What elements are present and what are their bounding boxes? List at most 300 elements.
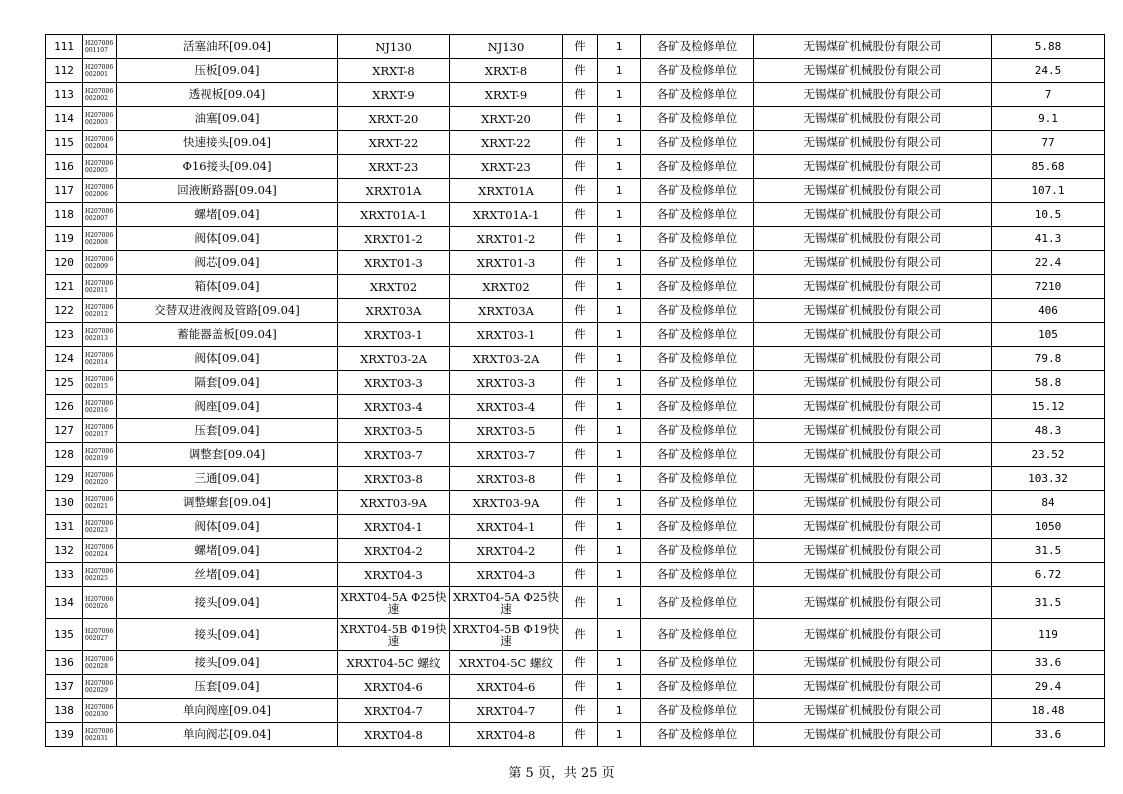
spec-cell: XRXT03A <box>338 299 450 323</box>
part-name-cell: 单向阀芯[09.04] <box>117 723 338 747</box>
using-department-cell: 各矿及检修单位 <box>641 675 754 699</box>
unit-cell: 件 <box>563 131 598 155</box>
price-cell: 18.48 <box>992 699 1105 723</box>
price-cell: 33.6 <box>992 723 1105 747</box>
supplier-cell: 无锡煤矿机械股份有限公司 <box>754 131 992 155</box>
table-row <box>46 491 1105 515</box>
model-cell: XRXT03-8 <box>450 467 563 491</box>
model-cell: XRXT04-7 <box>450 699 563 723</box>
spec-cell: XRXT04-7 <box>338 699 450 723</box>
model-cell: XRXT-22 <box>450 131 563 155</box>
model-cell: XRXT-20 <box>450 107 563 131</box>
material-code-cell: H207006 002024 <box>83 539 117 563</box>
part-name-cell: 螺堵[09.04] <box>117 203 338 227</box>
part-name-cell: 接头[09.04] <box>117 651 338 675</box>
material-code-cell: H207006 001107 <box>83 35 117 59</box>
part-name-cell: 调整螺套[09.04] <box>117 491 338 515</box>
quantity-cell: 1 <box>598 203 641 227</box>
price-cell: 48.3 <box>992 419 1105 443</box>
supplier-cell: 无锡煤矿机械股份有限公司 <box>754 443 992 467</box>
row-number-cell: 117 <box>46 179 83 203</box>
price-cell: 1050 <box>992 515 1105 539</box>
quantity-cell: 1 <box>598 347 641 371</box>
spec-cell: XRXT03-1 <box>338 323 450 347</box>
unit-cell: 件 <box>563 203 598 227</box>
spec-cell: XRXT04-6 <box>338 675 450 699</box>
material-code-cell: H207006 002021 <box>83 491 117 515</box>
material-code-cell: H207006 002030 <box>83 699 117 723</box>
quantity-cell: 1 <box>598 179 641 203</box>
supplier-cell: 无锡煤矿机械股份有限公司 <box>754 275 992 299</box>
model-cell: XRXT03-7 <box>450 443 563 467</box>
supplier-cell: 无锡煤矿机械股份有限公司 <box>754 723 992 747</box>
unit-cell: 件 <box>563 83 598 107</box>
row-number-cell: 132 <box>46 539 83 563</box>
table-row <box>46 299 1105 323</box>
quantity-cell: 1 <box>598 723 641 747</box>
price-cell: 103.32 <box>992 467 1105 491</box>
table-row <box>46 35 1105 59</box>
part-name-cell: 压套[09.04] <box>117 419 338 443</box>
model-cell: NJ130 <box>450 35 563 59</box>
material-code-cell: H207006 002002 <box>83 83 117 107</box>
row-number-cell: 113 <box>46 83 83 107</box>
using-department-cell: 各矿及检修单位 <box>641 203 754 227</box>
spec-cell: XRXT04-5B Φ19快速 <box>338 619 450 651</box>
unit-cell: 件 <box>563 107 598 131</box>
part-name-cell: 箱体[09.04] <box>117 275 338 299</box>
spec-cell: XRXT03-7 <box>338 443 450 467</box>
spec-cell: XRXT01-2 <box>338 227 450 251</box>
model-cell: XRXT04-5A Φ25快速 <box>450 587 563 619</box>
part-name-cell: 阀体[09.04] <box>117 347 338 371</box>
spec-cell: XRXT02 <box>338 275 450 299</box>
part-name-cell: 单向阀座[09.04] <box>117 699 338 723</box>
using-department-cell: 各矿及检修单位 <box>641 107 754 131</box>
model-cell: XRXT01-2 <box>450 227 563 251</box>
supplier-cell: 无锡煤矿机械股份有限公司 <box>754 651 992 675</box>
supplier-cell: 无锡煤矿机械股份有限公司 <box>754 83 992 107</box>
using-department-cell: 各矿及检修单位 <box>641 155 754 179</box>
material-code-cell: H207006 002027 <box>83 619 117 651</box>
using-department-cell: 各矿及检修单位 <box>641 395 754 419</box>
unit-cell: 件 <box>563 651 598 675</box>
price-cell: 31.5 <box>992 539 1105 563</box>
unit-cell: 件 <box>563 723 598 747</box>
price-cell: 79.8 <box>992 347 1105 371</box>
unit-cell: 件 <box>563 699 598 723</box>
quantity-cell: 1 <box>598 699 641 723</box>
quantity-cell: 1 <box>598 467 641 491</box>
quantity-cell: 1 <box>598 107 641 131</box>
supplier-cell: 无锡煤矿机械股份有限公司 <box>754 107 992 131</box>
row-number-cell: 124 <box>46 347 83 371</box>
table-row <box>46 419 1105 443</box>
price-cell: 6.72 <box>992 563 1105 587</box>
supplier-cell: 无锡煤矿机械股份有限公司 <box>754 59 992 83</box>
quantity-cell: 1 <box>598 299 641 323</box>
model-cell: XRXT01A <box>450 179 563 203</box>
quantity-cell: 1 <box>598 155 641 179</box>
table-row <box>46 83 1105 107</box>
using-department-cell: 各矿及检修单位 <box>641 275 754 299</box>
row-number-cell: 131 <box>46 515 83 539</box>
model-cell: XRXT04-6 <box>450 675 563 699</box>
row-number-cell: 138 <box>46 699 83 723</box>
spec-cell: XRXT-20 <box>338 107 450 131</box>
spec-cell: XRXT03-5 <box>338 419 450 443</box>
quantity-cell: 1 <box>598 59 641 83</box>
row-number-cell: 134 <box>46 587 83 619</box>
table-row <box>46 723 1105 747</box>
price-cell: 77 <box>992 131 1105 155</box>
part-name-cell: 蓄能器盖板[09.04] <box>117 323 338 347</box>
using-department-cell: 各矿及检修单位 <box>641 651 754 675</box>
model-cell: XRXT03-2A <box>450 347 563 371</box>
supplier-cell: 无锡煤矿机械股份有限公司 <box>754 619 992 651</box>
unit-cell: 件 <box>563 251 598 275</box>
row-number-cell: 116 <box>46 155 83 179</box>
material-code-cell: H207006 002012 <box>83 299 117 323</box>
table-row <box>46 699 1105 723</box>
supplier-cell: 无锡煤矿机械股份有限公司 <box>754 155 992 179</box>
spec-cell: XRXT03-2A <box>338 347 450 371</box>
part-name-cell: 快速接头[09.04] <box>117 131 338 155</box>
price-cell: 7 <box>992 83 1105 107</box>
model-cell: XRXT03-3 <box>450 371 563 395</box>
using-department-cell: 各矿及检修单位 <box>641 419 754 443</box>
quantity-cell: 1 <box>598 651 641 675</box>
part-name-cell: 接头[09.04] <box>117 587 338 619</box>
material-code-cell: H207006 002016 <box>83 395 117 419</box>
using-department-cell: 各矿及检修单位 <box>641 491 754 515</box>
supplier-cell: 无锡煤矿机械股份有限公司 <box>754 179 992 203</box>
material-code-cell: H207006 002029 <box>83 675 117 699</box>
material-code-cell: H207006 002004 <box>83 131 117 155</box>
supplier-cell: 无锡煤矿机械股份有限公司 <box>754 371 992 395</box>
quantity-cell: 1 <box>598 515 641 539</box>
using-department-cell: 各矿及检修单位 <box>641 299 754 323</box>
spec-cell: XRXT03-3 <box>338 371 450 395</box>
model-cell: XRXT03A <box>450 299 563 323</box>
spec-cell: XRXT04-3 <box>338 563 450 587</box>
part-name-cell: 交替双进液阀及管路[09.04] <box>117 299 338 323</box>
using-department-cell: 各矿及检修单位 <box>641 515 754 539</box>
quantity-cell: 1 <box>598 83 641 107</box>
unit-cell: 件 <box>563 155 598 179</box>
part-name-cell: 阀座[09.04] <box>117 395 338 419</box>
price-cell: 105 <box>992 323 1105 347</box>
supplier-cell: 无锡煤矿机械股份有限公司 <box>754 491 992 515</box>
material-code-cell: H207006 002003 <box>83 107 117 131</box>
table-row <box>46 563 1105 587</box>
supplier-cell: 无锡煤矿机械股份有限公司 <box>754 347 992 371</box>
row-number-cell: 115 <box>46 131 83 155</box>
using-department-cell: 各矿及检修单位 <box>641 371 754 395</box>
model-cell: XRXT04-5C 螺纹 <box>450 651 563 675</box>
model-cell: XRXT01A-1 <box>450 203 563 227</box>
row-number-cell: 133 <box>46 563 83 587</box>
table-row <box>46 515 1105 539</box>
unit-cell: 件 <box>563 179 598 203</box>
row-number-cell: 122 <box>46 299 83 323</box>
quantity-cell: 1 <box>598 275 641 299</box>
model-cell: XRXT03-5 <box>450 419 563 443</box>
row-number-cell: 112 <box>46 59 83 83</box>
price-cell: 7210 <box>992 275 1105 299</box>
using-department-cell: 各矿及检修单位 <box>641 35 754 59</box>
supplier-cell: 无锡煤矿机械股份有限公司 <box>754 395 992 419</box>
quantity-cell: 1 <box>598 371 641 395</box>
material-code-cell: H207006 002008 <box>83 227 117 251</box>
unit-cell: 件 <box>563 619 598 651</box>
spec-cell: XRXT03-8 <box>338 467 450 491</box>
row-number-cell: 126 <box>46 395 83 419</box>
unit-cell: 件 <box>563 515 598 539</box>
table-row <box>46 395 1105 419</box>
material-code-cell: H207006 002017 <box>83 419 117 443</box>
price-cell: 31.5 <box>992 587 1105 619</box>
part-name-cell: 活塞油环[09.04] <box>117 35 338 59</box>
using-department-cell: 各矿及检修单位 <box>641 347 754 371</box>
unit-cell: 件 <box>563 563 598 587</box>
using-department-cell: 各矿及检修单位 <box>641 443 754 467</box>
supplier-cell: 无锡煤矿机械股份有限公司 <box>754 563 992 587</box>
table-row <box>46 443 1105 467</box>
model-cell: XRXT-23 <box>450 155 563 179</box>
table-row <box>46 675 1105 699</box>
unit-cell: 件 <box>563 59 598 83</box>
price-cell: 58.8 <box>992 371 1105 395</box>
model-cell: XRXT04-3 <box>450 563 563 587</box>
quantity-cell: 1 <box>598 251 641 275</box>
price-cell: 119 <box>992 619 1105 651</box>
part-name-cell: 透视板[09.04] <box>117 83 338 107</box>
model-cell: XRXT03-9A <box>450 491 563 515</box>
quantity-cell: 1 <box>598 619 641 651</box>
material-code-cell: H207006 002019 <box>83 443 117 467</box>
supplier-cell: 无锡煤矿机械股份有限公司 <box>754 675 992 699</box>
spec-cell: XRXT04-5A Φ25快速 <box>338 587 450 619</box>
unit-cell: 件 <box>563 395 598 419</box>
spec-cell: XRXT04-1 <box>338 515 450 539</box>
supplier-cell: 无锡煤矿机械股份有限公司 <box>754 203 992 227</box>
unit-cell: 件 <box>563 587 598 619</box>
row-number-cell: 111 <box>46 35 83 59</box>
quantity-cell: 1 <box>598 419 641 443</box>
material-code-cell: H207006 002025 <box>83 563 117 587</box>
table-row <box>46 227 1105 251</box>
model-cell: XRXT04-1 <box>450 515 563 539</box>
supplier-cell: 无锡煤矿机械股份有限公司 <box>754 467 992 491</box>
supplier-cell: 无锡煤矿机械股份有限公司 <box>754 587 992 619</box>
unit-cell: 件 <box>563 491 598 515</box>
using-department-cell: 各矿及检修单位 <box>641 467 754 491</box>
supplier-cell: 无锡煤矿机械股份有限公司 <box>754 323 992 347</box>
table-row <box>46 539 1105 563</box>
model-cell: XRXT03-1 <box>450 323 563 347</box>
unit-cell: 件 <box>563 227 598 251</box>
spec-cell: XRXT03-4 <box>338 395 450 419</box>
material-code-cell: H207006 002031 <box>83 723 117 747</box>
quantity-cell: 1 <box>598 323 641 347</box>
using-department-cell: 各矿及检修单位 <box>641 563 754 587</box>
supplier-cell: 无锡煤矿机械股份有限公司 <box>754 419 992 443</box>
part-name-cell: 压套[09.04] <box>117 675 338 699</box>
table-row <box>46 587 1105 619</box>
material-code-cell: H207006 002011 <box>83 275 117 299</box>
material-code-cell: H207006 002005 <box>83 155 117 179</box>
part-name-cell: 阀芯[09.04] <box>117 251 338 275</box>
supplier-cell: 无锡煤矿机械股份有限公司 <box>754 251 992 275</box>
unit-cell: 件 <box>563 371 598 395</box>
part-name-cell: 阀体[09.04] <box>117 515 338 539</box>
material-code-cell: H207006 002015 <box>83 371 117 395</box>
price-cell: 10.5 <box>992 203 1105 227</box>
quantity-cell: 1 <box>598 563 641 587</box>
supplier-cell: 无锡煤矿机械股份有限公司 <box>754 299 992 323</box>
using-department-cell: 各矿及检修单位 <box>641 587 754 619</box>
row-number-cell: 127 <box>46 419 83 443</box>
row-number-cell: 125 <box>46 371 83 395</box>
part-name-cell: 阀体[09.04] <box>117 227 338 251</box>
model-cell: XRXT04-8 <box>450 723 563 747</box>
price-cell: 24.5 <box>992 59 1105 83</box>
part-name-cell: 回液断路器[09.04] <box>117 179 338 203</box>
table-row <box>46 107 1105 131</box>
material-code-cell: H207006 002028 <box>83 651 117 675</box>
row-number-cell: 135 <box>46 619 83 651</box>
spec-cell: XRXT03-9A <box>338 491 450 515</box>
row-number-cell: 136 <box>46 651 83 675</box>
row-number-cell: 121 <box>46 275 83 299</box>
row-number-cell: 123 <box>46 323 83 347</box>
spec-cell: XRXT-8 <box>338 59 450 83</box>
unit-cell: 件 <box>563 275 598 299</box>
spec-cell: XRXT01A <box>338 179 450 203</box>
price-cell: 33.6 <box>992 651 1105 675</box>
table-row <box>46 275 1105 299</box>
material-code-cell: H207006 002014 <box>83 347 117 371</box>
model-cell: XRXT-9 <box>450 83 563 107</box>
material-code-cell: H207006 002023 <box>83 515 117 539</box>
spec-cell: XRXT04-5C 螺纹 <box>338 651 450 675</box>
row-number-cell: 118 <box>46 203 83 227</box>
spec-cell: XRXT-23 <box>338 155 450 179</box>
table-row <box>46 59 1105 83</box>
quantity-cell: 1 <box>598 443 641 467</box>
unit-cell: 件 <box>563 675 598 699</box>
spec-cell: XRXT-9 <box>338 83 450 107</box>
spec-cell: XRXT04-2 <box>338 539 450 563</box>
using-department-cell: 各矿及检修单位 <box>641 723 754 747</box>
quantity-cell: 1 <box>598 35 641 59</box>
model-cell: XRXT03-4 <box>450 395 563 419</box>
price-cell: 107.1 <box>992 179 1105 203</box>
price-cell: 29.4 <box>992 675 1105 699</box>
material-code-cell: H207006 002020 <box>83 467 117 491</box>
table-row <box>46 347 1105 371</box>
table-row <box>46 179 1105 203</box>
row-number-cell: 139 <box>46 723 83 747</box>
quantity-cell: 1 <box>598 675 641 699</box>
spec-cell: XRXT-22 <box>338 131 450 155</box>
part-name-cell: Φ16接头[09.04] <box>117 155 338 179</box>
using-department-cell: 各矿及检修单位 <box>641 619 754 651</box>
spec-cell: XRXT01A-1 <box>338 203 450 227</box>
table-row <box>46 251 1105 275</box>
material-code-cell: H207006 002007 <box>83 203 117 227</box>
price-cell: 85.68 <box>992 155 1105 179</box>
price-cell: 23.52 <box>992 443 1105 467</box>
model-cell: XRXT-8 <box>450 59 563 83</box>
supplier-cell: 无锡煤矿机械股份有限公司 <box>754 227 992 251</box>
unit-cell: 件 <box>563 35 598 59</box>
using-department-cell: 各矿及检修单位 <box>641 539 754 563</box>
material-code-cell: H207006 002026 <box>83 587 117 619</box>
unit-cell: 件 <box>563 347 598 371</box>
using-department-cell: 各矿及检修单位 <box>641 83 754 107</box>
quantity-cell: 1 <box>598 227 641 251</box>
model-cell: XRXT02 <box>450 275 563 299</box>
quantity-cell: 1 <box>598 587 641 619</box>
row-number-cell: 119 <box>46 227 83 251</box>
model-cell: XRXT01-3 <box>450 251 563 275</box>
quantity-cell: 1 <box>598 491 641 515</box>
quantity-cell: 1 <box>598 539 641 563</box>
table-row <box>46 203 1105 227</box>
model-cell: XRXT04-5B Φ19快速 <box>450 619 563 651</box>
quantity-cell: 1 <box>598 395 641 419</box>
row-number-cell: 129 <box>46 467 83 491</box>
part-name-cell: 压板[09.04] <box>117 59 338 83</box>
row-number-cell: 137 <box>46 675 83 699</box>
unit-cell: 件 <box>563 419 598 443</box>
using-department-cell: 各矿及检修单位 <box>641 251 754 275</box>
unit-cell: 件 <box>563 323 598 347</box>
price-cell: 22.4 <box>992 251 1105 275</box>
using-department-cell: 各矿及检修单位 <box>641 59 754 83</box>
part-name-cell: 三通[09.04] <box>117 467 338 491</box>
table-row <box>46 651 1105 675</box>
supplier-cell: 无锡煤矿机械股份有限公司 <box>754 539 992 563</box>
table-row <box>46 619 1105 651</box>
table-row <box>46 467 1105 491</box>
using-department-cell: 各矿及检修单位 <box>641 323 754 347</box>
part-name-cell: 油塞[09.04] <box>117 107 338 131</box>
part-name-cell: 螺堵[09.04] <box>117 539 338 563</box>
row-number-cell: 114 <box>46 107 83 131</box>
price-cell: 406 <box>992 299 1105 323</box>
part-name-cell: 接头[09.04] <box>117 619 338 651</box>
table-row <box>46 155 1105 179</box>
price-cell: 5.88 <box>992 35 1105 59</box>
unit-cell: 件 <box>563 539 598 563</box>
model-cell: XRXT04-2 <box>450 539 563 563</box>
page-footer: 第 5 页，共 25 页 <box>508 766 615 781</box>
table-row <box>46 371 1105 395</box>
table-row <box>46 131 1105 155</box>
unit-cell: 件 <box>563 443 598 467</box>
price-cell: 15.12 <box>992 395 1105 419</box>
supplier-cell: 无锡煤矿机械股份有限公司 <box>754 35 992 59</box>
part-name-cell: 隔套[09.04] <box>117 371 338 395</box>
using-department-cell: 各矿及检修单位 <box>641 227 754 251</box>
using-department-cell: 各矿及检修单位 <box>641 131 754 155</box>
supplier-cell: 无锡煤矿机械股份有限公司 <box>754 699 992 723</box>
table-row <box>46 323 1105 347</box>
parts-price-table <box>45 34 1105 747</box>
